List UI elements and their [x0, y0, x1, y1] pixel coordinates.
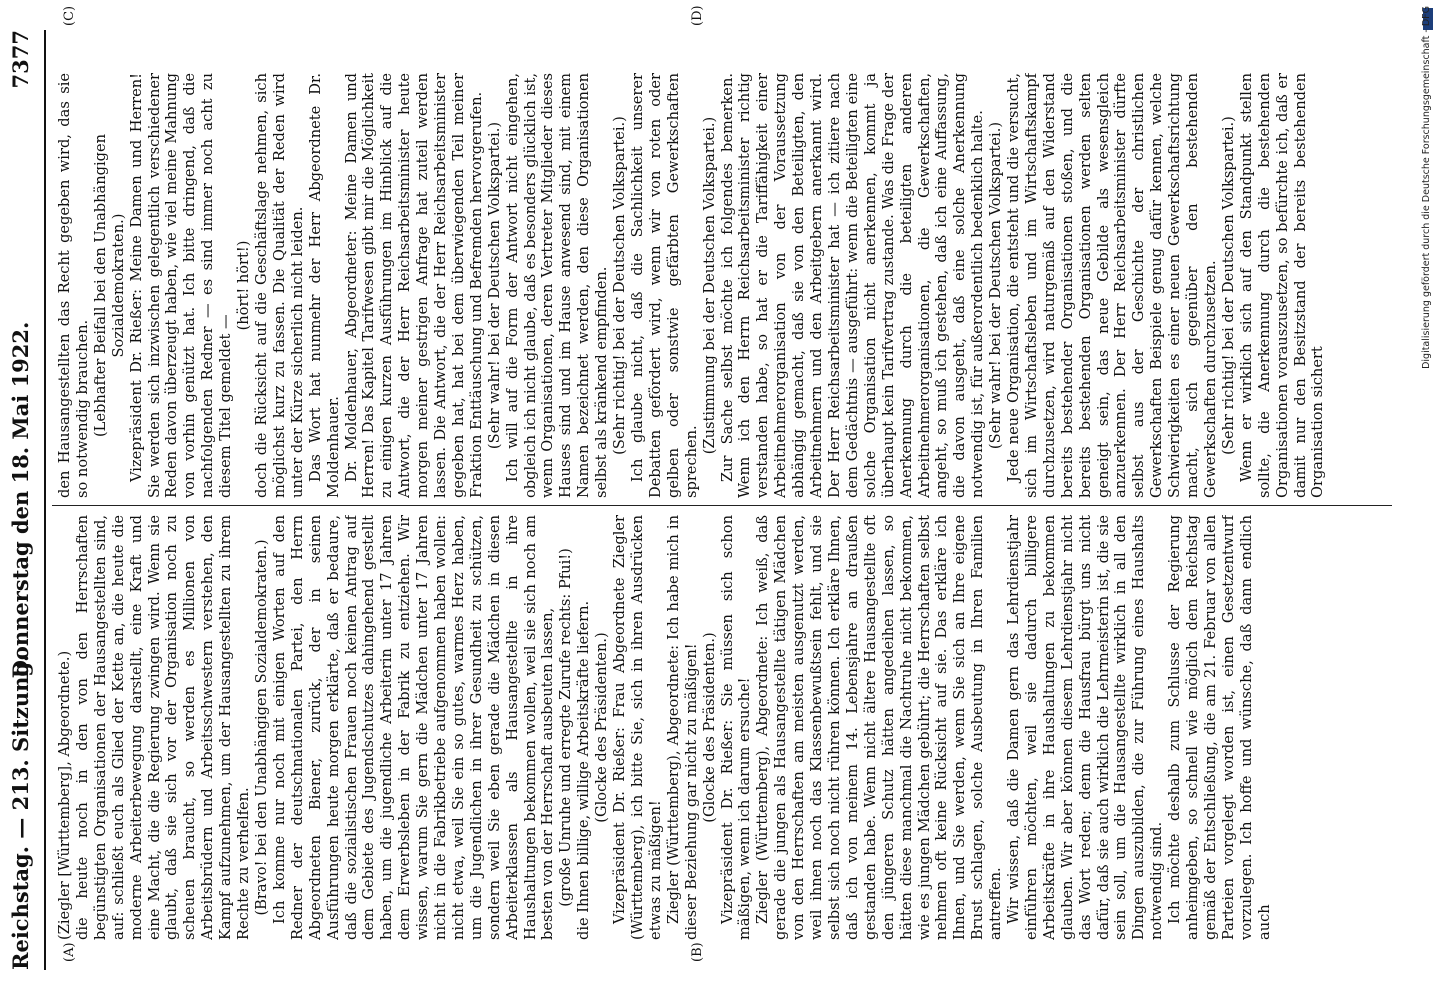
interjection: (Glocke des Präsidenten.) — [593, 632, 611, 823]
right-column — [56, 73, 1386, 498]
interjection: (hört! hört!) — [235, 240, 253, 331]
header-left-title: Reichstag. — 213. Sitzung. — [8, 654, 33, 970]
paragraph: (Ziegler [Württemberg], Abgeordnete.) — [56, 650, 73, 940]
paragraph: Vizepräsident Dr. Rießer: Sie müssen sich schon mäßigen, wenn ich darum ersuche! — [718, 515, 754, 940]
paragraph: Jede neue Organisation, die entsteht und die versucht, sich im Wirtschaftsleben und im Wirtschaftskampf durchzusetzen, wird naturgemäß auf den Widerstand bereits bestehender Organisationen stoßen, und die bereits bestehenden Organisationen werden selten geneigt sein, das neue Gebilde als wesensgleich anzuerkennen. Der Herr Reichsarbeitsminister dürfte selbst aus der Geschichte der christlichen Gewerkschaften Beispiele genug dafür kennen, welche Schwierigkeiten es einer neuen Gewerkschaftsrichtung macht, sich gegenüber den bestehenden Gewerkschaften durchzusetzen. — [1005, 73, 1219, 498]
page-header — [8, 30, 48, 970]
paragraph: Zur Sache selbst möchte ich folgendes bemerken. Wenn ich den Herrn Reichsarbeitsminister richtig verstanden habe, so hat er die Tariffähigkeit einer Arbeitnehmerorganisation von der Voraussetzung abhängig gemacht, daß sie von den Beteiligten, den Arbeitnehmern und den Arbeitgebern anerkannt wird. Der Herr Reichsarbeitsminister hat — ich zitiere nach dem Gedächtnis — ausgeführt: wenn die Beteiligten eine solche Organisation nicht anerkennen, kommt ja überhaupt kein Tarifvertrag zustande. Was die Frage der Anerkennung durch die beteiligten anderen Arbeitnehmerorganisationen, die Gewerkschaften, angeht, so muß ich gestehen, daß ich eine Auffassung, die davon ausgeht, daß eine solche Anerkennung notwendig ist, für außerordentlich bedenklich halte. — [718, 73, 987, 498]
left-column — [56, 515, 1386, 940]
paragraph: die heute noch in den von den Herrschaften begünstigten Organisationen der Hausangestellten sind, auf: schließt euch als Glied der Kette an, die heute die moderne Arbeiterbewegung darstellt, eine Kraft und eine Macht, die die Regierung zwingen wird. Wenn sie glaubt, daß sie sich vor der Organisation noch zu scheuen braucht, so werden es Millionen von Arbeitsbrüdern und Arbeitsschwestern verstehen, den Kampf aufzunehmen, um der Hausangestellten zu ihrem Rechte zu verhelfen. — [73, 515, 253, 940]
paragraph: den Hausangestellten das Recht gegeben wird, das sie so notwendig brauchen. — [56, 73, 91, 498]
header-date: Donnerstag den 18. Mai 1922. — [8, 321, 33, 679]
interjection: (Sehr wahr! bei der Deutschen Volkspartei.) — [987, 121, 1005, 450]
interjection: (Glocke des Präsidenten.) — [700, 632, 718, 823]
margin-mark-b: (B) — [690, 942, 705, 962]
interjection: (große Unruhe und erregte Zurufe rechts: Pfui!) — [557, 548, 575, 907]
paragraph: die Ihnen billige, willige Arbeitskräfte liefern. — [575, 600, 593, 940]
interjection: (Lebhafter Beifall bei den Unabhängigen Sozialdemokraten.) — [91, 134, 127, 438]
paragraph: doch die Rücksicht auf die Geschäftslage nehmen, sich möglichst kurz zu fassen. Die Qualität der Reden wird unter der Kürze sicherlich nicht leiden. — [252, 73, 306, 498]
interjection: (Zustimmung bei der Deutschen Volkspartei.) — [700, 116, 718, 455]
paragraph: Ich will auf die Form der Antwort nicht eingehen, obgleich ich nicht glaube, daß es besonders glücklich ist, wenn Organisationen, deren Vertreter Mitglieder dieses Hauses sind und im Hause anwesend sind, mit einem Namen bezeichnet werden, den diese Organisationen selbst als kränkend empfinden. — [503, 73, 611, 498]
page-number: 7377 — [8, 30, 33, 89]
paragraph: Ziegler (Württemberg), Abgeordnete: Ich habe mich in dieser Beziehung gar nicht zu mäßigen! — [664, 515, 700, 940]
margin-mark-d: (D) — [690, 5, 705, 26]
paragraph: Das Wort hat nunmehr der Herr Abgeordnete Dr. Moldenhauer. — [306, 73, 342, 498]
paragraph: Wir wissen, daß die Damen gern das Lehrdienstjahr einführen möchten, weil sie dadurch billigere Arbeitskräfte in ihre Haushaltungen zu bekommen glauben. Wir aber können diesem Lehrdienstjahr nicht das Wort reden; denn die Hausfrau bürgt uns nicht dafür, daß sie auch wirklich die Lehrmeisterin ist, die sie sein soll, um die Hausangestellte wirklich in all den Dingen auszubilden, die zur Führung eines Haushalts notwendig sind. — [1005, 515, 1166, 940]
paragraph: Vizepräsident Dr. Rießer: Frau Abgeordnete Ziegler (Württemberg), ich bitte Sie, sich in ihren Ausdrücken etwas zu mäßigen! — [611, 515, 664, 940]
paragraph: Wenn er wirklich sich auf den Standpunkt stellen sollte, die Anerkennung durch die bestehenden Organisationen vorauszusetzen, so befürchte ich, daß er damit nur den Besitzstand der bereits bestehenden Organisation sichert — [1237, 73, 1327, 498]
interjection: (Sehr wahr! bei der Deutschen Volkspartei.) — [485, 121, 503, 450]
interjection: (Sehr richtig! bei der Deutschen Volkspartei.) — [611, 116, 629, 455]
paragraph: Vizepräsident Dr. Rießer: Meine Damen und Herren! Sie werden sich inzwischen gelegentlich verschiedener Reden davon überzeugt haben, wie viel meine Mahnung von vorhin genützt hat. Ich bitte dringend, daß die nachfolgenden Redner — es sind immer noch acht zu diesem Titel gemeldet — — [127, 73, 235, 498]
header-rule — [44, 30, 46, 970]
paragraph: Ich glaube nicht, daß die Sachlichkeit unserer Debatten gefördert wird, wenn wir von roten oder gelben oder sonstwie gefärbten Gewerkschaften sprechen. — [629, 73, 700, 498]
margin-mark-c: (C) — [62, 5, 77, 26]
digitization-credit — [1420, 6, 1434, 996]
paragraph: Ich möchte deshalb zum Schlusse der Regierung anheimgeben, so schnell wie möglich dem Reichstag gemäß der Entschließung, die am 21. Februar von allen Parteien vorgelegt worden ist, einen Gesetzentwurf vorzulegen. Ich hoffe und wünsche, daß dann endlich auch — [1166, 515, 1273, 940]
paragraph: Ziegler (Württemberg), Abgeordnete: Ich weiß, daß gerade die jungen als Hausangestellte tätigen Mädchen von den Herrschaften am meisten ausgenutzt werden, weil ihnen noch das Klassenbewußtsein fehlt, und sie selbst sich noch nicht rühren können. Ich erkläre Ihnen, daß ich von meinem 14. Lebensjahre an draußen gestanden habe. Wenn nicht ältere Hausangestellte oft den jüngeren Schutz hätten angedeihen lassen, so hätten diese manchmal die Nachtruhe nicht bekommen, wie es jungen Mädchen gebührt; die Herrschaften selbst nehmen oft keine Rücksicht auf sie. Das erkläre ich Ihnen, und Sie werden, wenn Sie sich an Ihre eigene Brust schlagen, solche Ausbeutung in Ihren Familien antreffen. — [754, 515, 1005, 940]
margin-mark-a: (A) — [62, 942, 77, 962]
interjection: (Sehr richtig! bei der Deutschen Volkspartei.) — [1219, 116, 1237, 455]
paragraph: Ich komme nur noch mit einigen Worten auf den Redner der deutschnationalen Partei, den Herrn Abgeordneten Biener, zurück, der in seinen Ausführungen heute morgen erklärte, daß er bedaure, daß die sozialistischen Frauen noch keinen Antrag auf dem Gebiete des Jugendschutzes dahingehend gestellt haben, um die jugendliche Arbeiterin unter 17 Jahren dem Erwerbsleben in der Fabrik zu entziehen. Wir wissen, warum Sie gern die Mädchen unter 17 Jahren nicht in die Fabrikbetriebe aufgenommen haben wollen: nicht etwa, weil Sie ein so gutes, warmes Herz haben, um die Jugendlichen in ihrer Gesundheit zu schützen, sondern weil Sie eben gerade die Mädchen in diesen Arbeiterklassen als Hausangestellte in ihre Haushaltungen bekommen wollen, weil sie sich noch am besten von der Herrschaft ausbeuten lassen, — [270, 515, 557, 940]
digitization-credit-text: Digitalisierung gefördert durch die Deutsche Forschungsgemeinschaft - DFG — [1421, 6, 1432, 369]
paragraph: Dr. Moldenhauer, Abgeordneter: Meine Damen und Herren! Das Kapitel Tarifwesen gibt mir die Möglichkeit zu einigen kurzen Ausführungen im Hinblick auf die Antwort, die der Herr Reichsarbeitsminister heute morgen meiner gestrigen Anfrage hat zuteil werden lassen. Die Antwort, die der Herr Reichsarbeitsminister gegeben hat, hat bei dem überwiegenden Teil meiner Fraktion Enttäuschung und Befremden hervorgerufen. — [342, 73, 485, 498]
interjection: (Bravo! bei den Unabhängigen Sozialdemokraten.) — [252, 539, 270, 916]
column-divider — [52, 505, 1392, 506]
